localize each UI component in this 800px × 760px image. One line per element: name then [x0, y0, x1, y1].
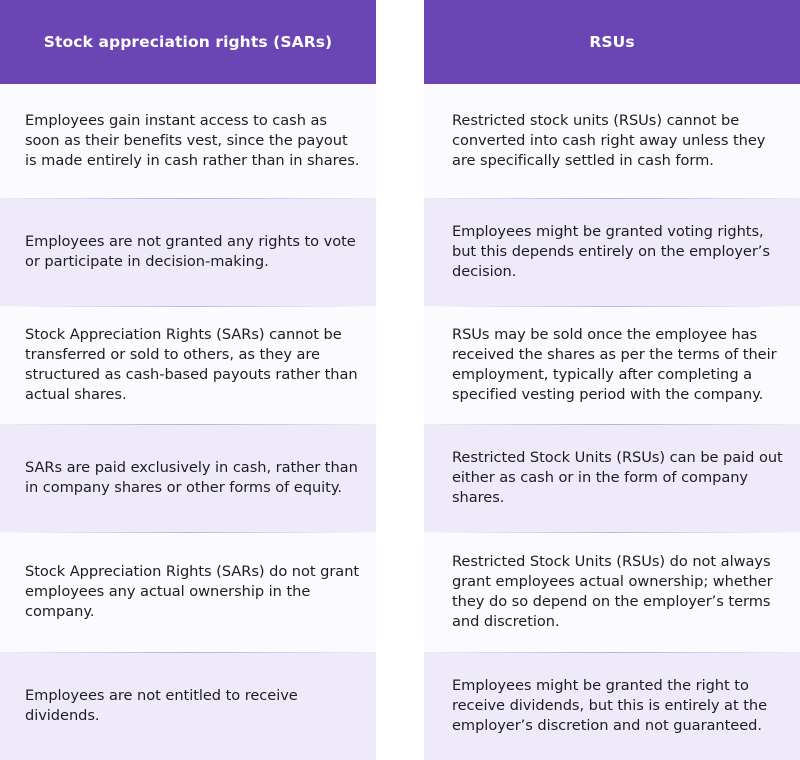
table-cell: Employees gain instant access to cash as soon as their benefits vest, since the payout is made entirely in cash rather than in shares. [0, 84, 376, 198]
table-cell: Restricted stock units (RSUs) cannot be converted into cash right away unless they are specifically settled in cash form. [424, 84, 800, 198]
table-cell: SARs are paid exclusively in cash, rather than in company shares or other forms of equity. [0, 424, 376, 532]
table-cell: Stock Appreciation Rights (SARs) do not grant employees any actual ownership in the company. [0, 532, 376, 652]
table-cell: Employees might be granted the right to receive dividends, but this is entirely at the employer’s discretion and not guaranteed. [424, 652, 800, 760]
table-cell: Employees are not entitled to receive dividends. [0, 652, 376, 760]
table-cell: Restricted Stock Units (RSUs) do not always grant employees actual ownership; whether they do so depend on the employer’s terms and discretion. [424, 532, 800, 652]
table-cell: Employees might be granted voting rights, but this depends entirely on the employer’s decision. [424, 198, 800, 306]
table-cell: Stock Appreciation Rights (SARs) cannot be transferred or sold to others, as they are structured as cash-based payouts rather than actual shares. [0, 306, 376, 424]
column-sars [0, 0, 376, 760]
table-cell: Employees are not granted any rights to vote or participate in decision-making. [0, 198, 376, 306]
table-cell: Restricted Stock Units (RSUs) can be paid out either as cash or in the form of company shares. [424, 424, 800, 532]
table-cell: RSUs may be sold once the employee has received the shares as per the terms of their employment, typically after completing a specified vesting period with the company. [424, 306, 800, 424]
column-header-rsus: RSUs [424, 0, 800, 84]
column-rsus [424, 0, 800, 760]
column-header-sars: Stock appreciation rights (SARs) [0, 0, 376, 84]
